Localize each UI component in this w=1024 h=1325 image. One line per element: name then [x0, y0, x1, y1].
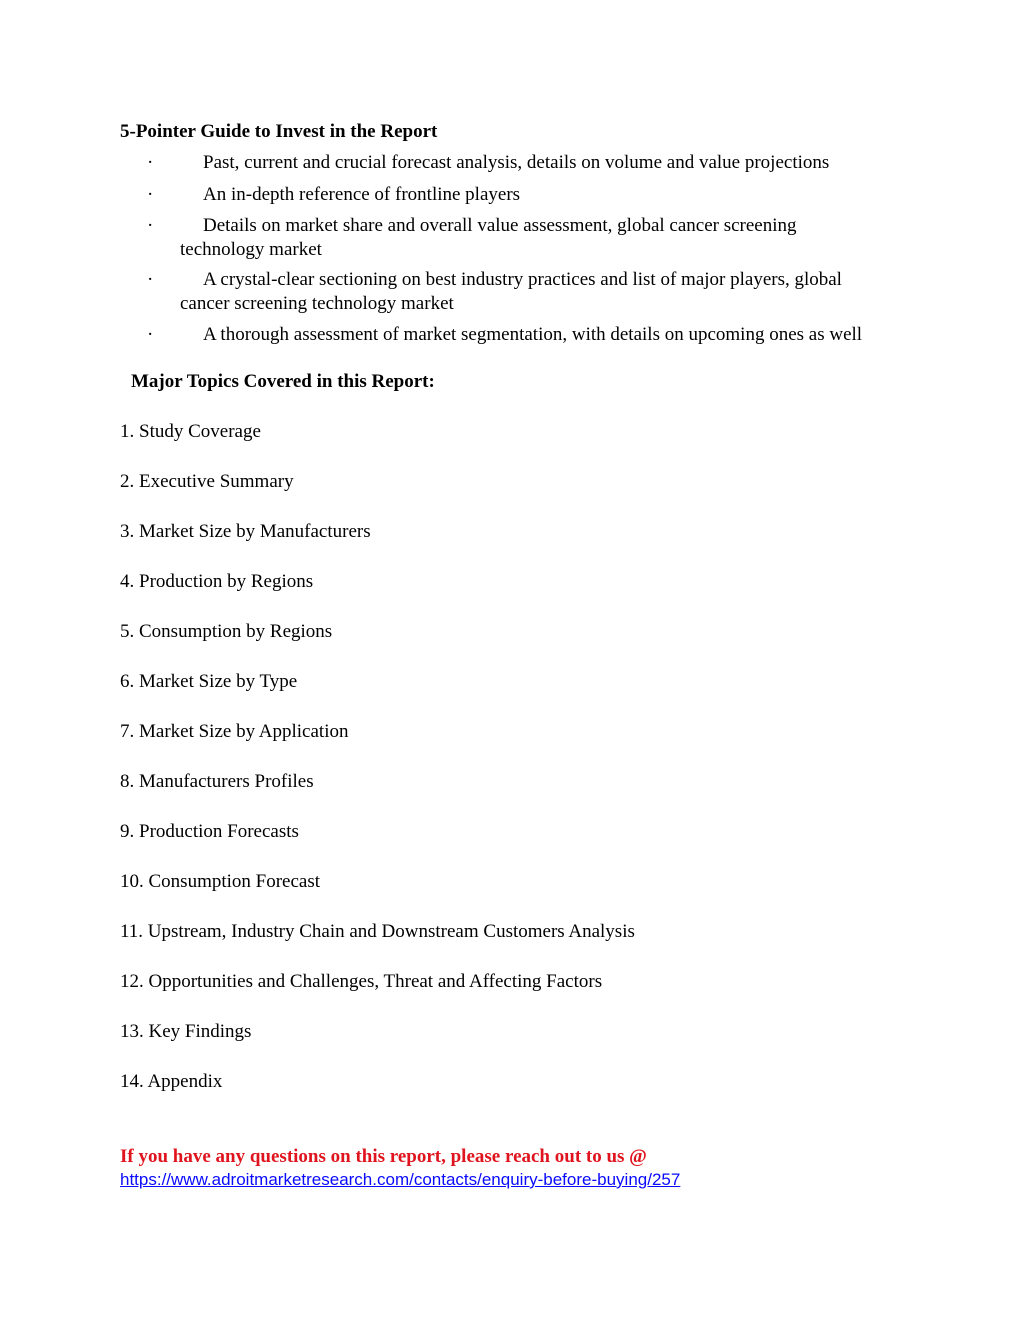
topic-item: 1. Study Coverage	[120, 421, 261, 442]
topic-item: 12. Opportunities and Challenges, Threat and Affecting Factors	[120, 971, 603, 992]
guide-title: 5-Pointer Guide to Invest in the Report	[120, 121, 438, 142]
contact-prompt: If you have any questions on this report, please reach out to us @	[120, 1146, 647, 1167]
bullet-dot-icon: ·	[147, 324, 154, 345]
bullet-dot-icon: ·	[147, 215, 154, 236]
bullet-dot-icon: ·	[147, 152, 154, 173]
bullet-text: Details on market share and overall value assessment, global cancer screening	[203, 215, 797, 236]
bullet-dot-icon: ·	[147, 269, 154, 290]
topic-item: 13. Key Findings	[120, 1021, 252, 1042]
enquiry-link[interactable]: https://www.adroitmarketresearch.com/contacts/enquiry-before-buying/257	[120, 1170, 681, 1189]
topic-item: 11. Upstream, Industry Chain and Downstream Customers Analysis	[120, 921, 635, 942]
bullet-text: A crystal-clear sectioning on best industry practices and list of major players, global	[203, 269, 842, 290]
topic-item: 2. Executive Summary	[120, 471, 294, 492]
bullet-text-continued: cancer screening technology market	[180, 293, 454, 314]
topic-item: 14. Appendix	[120, 1071, 223, 1092]
bullet-text: Past, current and crucial forecast analysis, details on volume and value projections	[203, 152, 830, 173]
topic-item: 7. Market Size by Application	[120, 721, 349, 742]
topic-item: 4. Production by Regions	[120, 571, 314, 592]
bullet-text-continued: technology market	[180, 239, 322, 260]
topic-item: 8. Manufacturers Profiles	[120, 771, 314, 792]
bullet-text: An in-depth reference of frontline players	[203, 184, 521, 205]
topic-item: 6. Market Size by Type	[120, 671, 298, 692]
topic-item: 3. Market Size by Manufacturers	[120, 521, 371, 542]
topic-item: 9. Production Forecasts	[120, 821, 299, 842]
topic-item: 5. Consumption by Regions	[120, 621, 333, 642]
bullet-text: A thorough assessment of market segmentation, with details on upcoming ones as well	[203, 324, 863, 345]
bullet-dot-icon: ·	[147, 184, 154, 205]
topic-item: 10. Consumption Forecast	[120, 871, 321, 892]
topics-title: Major Topics Covered in this Report:	[131, 371, 435, 392]
